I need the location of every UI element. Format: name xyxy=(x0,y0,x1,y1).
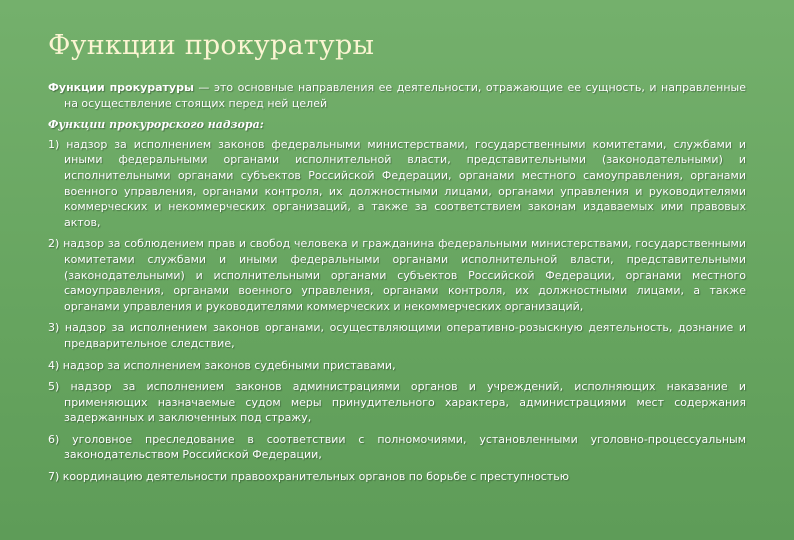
list-item: 1) надзор за исполнением законов федеральными министерствами, государственными комитетами, службами и иными федеральными органами исполнительной власти, представительными (законодательными) и исполнительными органами субъектов Российской Федерации, органами местного самоуправления, органами военного управления, органами контроля, их должностными лицами, органами управления и руководителями коммерческих и некоммерческих организаций, а также за соответствием законам издаваемых ими правовых актов, xyxy=(48,137,746,229)
slide-title: Функции прокуратуры xyxy=(48,30,375,61)
list-item: 7) координацию деятельности правоохранительных органов по борьбе с преступностью xyxy=(48,470,570,484)
list-item: 5) надзор за исполнением законов администрациями органов и учреждений, исполняющих наказание и применяющих назначаемые судом меры принудительного характера, администрациями мест содержания задержанных и заключенных под стражу, xyxy=(48,380,746,425)
slide-content xyxy=(48,80,746,485)
list-item: 3) надзор за исполнением законов органами, осуществляющими оперативно-розыскную деятельность, дознание и предварительное следствие, xyxy=(48,321,746,350)
definition-text: — это основные направления ее деятельности, отражающие ее сущность, и направленные на осуществление стоящих перед ней целей xyxy=(64,81,746,110)
list-item: 2) надзор за соблюдением прав и свобод человека и гражданина федеральными министерствами, государственными комитетами службами и иными федеральными органами исполнительной власти, представительными (законодательными) и исполнительными органами субъектов Российской Федерации, органами местного самоуправления, органами военного управления, органами контроля, их должностными лицами, а также органами управления и руководителями коммерческих и некоммерческих организаций, xyxy=(48,237,746,313)
subheading xyxy=(48,117,746,133)
subheading-text: Функции прокурорского надзора: xyxy=(48,118,264,132)
definition-paragraph xyxy=(48,80,746,111)
definition-term: Функции прокуратуры xyxy=(48,81,194,94)
list-item: 4) надзор за исполнением законов судебными приставами, xyxy=(48,358,396,372)
list-item: 6) уголовное преследование в соответствии с полномочиями, установленными уголовно-процессуальным законодательством Российской Федерации, xyxy=(48,432,746,462)
